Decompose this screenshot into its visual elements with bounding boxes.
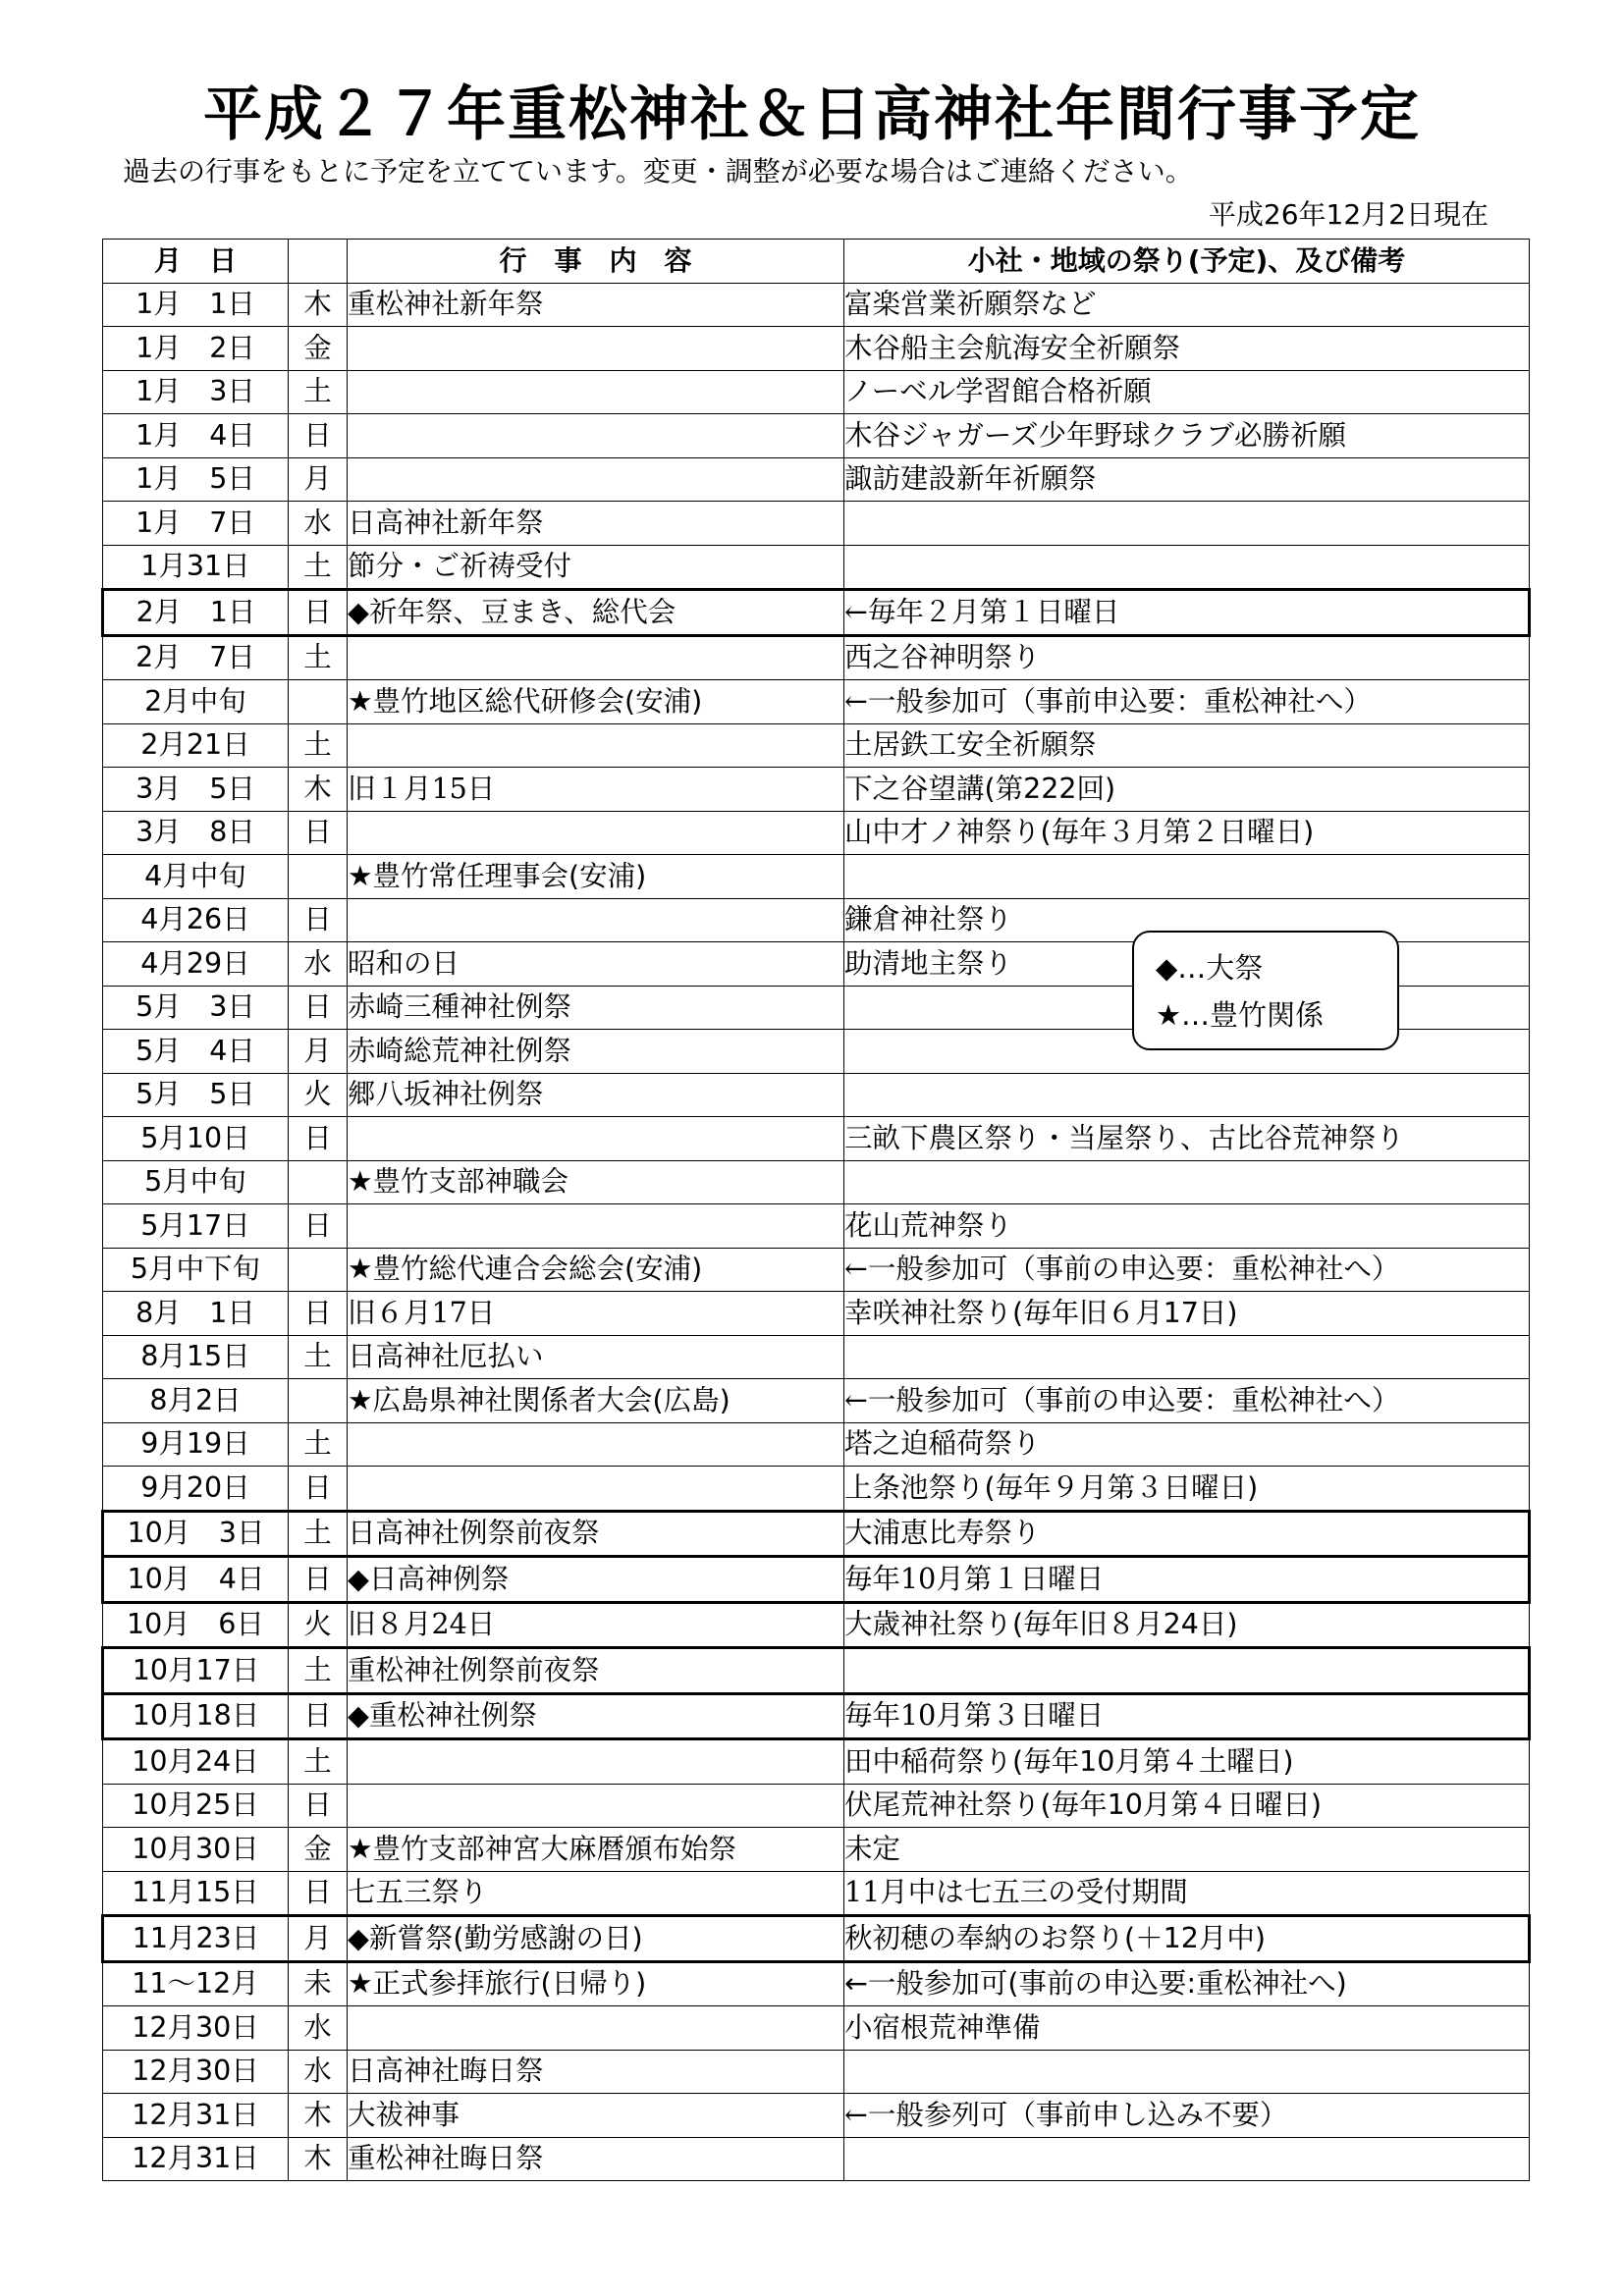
note-cell bbox=[844, 1160, 1530, 1204]
weekday-cell: 金 bbox=[289, 1828, 348, 1872]
weekday-cell: 火 bbox=[289, 1602, 348, 1648]
table-row bbox=[103, 723, 1530, 768]
table-row bbox=[103, 1784, 1530, 1828]
date-cell: 10月24日 bbox=[103, 1739, 289, 1785]
event-cell: 七五三祭り bbox=[348, 1871, 844, 1916]
note-cell bbox=[844, 1073, 1530, 1117]
note-cell: ←一般参加可（事前申込要：重松神社へ） bbox=[844, 680, 1530, 724]
date-cell: 11～12月 bbox=[103, 1961, 289, 2006]
weekday-cell: 水 bbox=[289, 942, 348, 987]
event-cell bbox=[348, 898, 844, 942]
table-row bbox=[103, 370, 1530, 414]
table-header-row bbox=[103, 240, 1530, 284]
event-cell: 昭和の日 bbox=[348, 942, 844, 987]
event-cell bbox=[348, 1117, 844, 1161]
event-cell bbox=[348, 1204, 844, 1249]
weekday-cell: 木 bbox=[289, 2094, 348, 2138]
date-cell: 9月19日 bbox=[103, 1422, 289, 1467]
note-cell: 幸咲神社祭り(毎年旧６月17日) bbox=[844, 1292, 1530, 1336]
weekday-cell: 土 bbox=[289, 1739, 348, 1785]
date-cell: 5月10日 bbox=[103, 1117, 289, 1161]
weekday-cell: 日 bbox=[289, 1871, 348, 1916]
date-cell: 1月31日 bbox=[103, 545, 289, 590]
event-cell: 旧６月17日 bbox=[348, 1292, 844, 1336]
date-cell: 12月31日 bbox=[103, 2094, 289, 2138]
event-cell bbox=[348, 1467, 844, 1512]
date-cell: 10月25日 bbox=[103, 1784, 289, 1828]
note-cell: 西之谷神明祭り bbox=[844, 635, 1530, 680]
event-cell bbox=[348, 327, 844, 371]
legend-major-festival: ◆…大祭 bbox=[1156, 951, 1264, 985]
note-cell: 木谷ジャガーズ少年野球クラブ必勝祈願 bbox=[844, 414, 1530, 458]
note-cell bbox=[844, 2137, 1530, 2181]
weekday-cell: 日 bbox=[289, 1117, 348, 1161]
date-cell: 2月中旬 bbox=[103, 680, 289, 724]
event-cell: ★豊竹支部神職会 bbox=[348, 1160, 844, 1204]
date-cell: 8月2日 bbox=[103, 1379, 289, 1423]
date-cell: 10月18日 bbox=[103, 1693, 289, 1739]
event-cell: ★豊竹総代連合会総会(安浦) bbox=[348, 1248, 844, 1292]
event-cell: 節分・ご祈祷受付 bbox=[348, 545, 844, 590]
weekday-cell: 日 bbox=[289, 1784, 348, 1828]
weekday-cell: 日 bbox=[289, 898, 348, 942]
date-cell: 11月23日 bbox=[103, 1916, 289, 1962]
event-cell: 重松神社晦日祭 bbox=[348, 2137, 844, 2181]
event-cell: ★広島県神社関係者大会(広島) bbox=[348, 1379, 844, 1423]
weekday-cell: 土 bbox=[289, 635, 348, 680]
note-cell: 下之谷望講(第222回) bbox=[844, 768, 1530, 812]
note-cell: 富楽営業祈願祭など bbox=[844, 283, 1530, 327]
event-cell bbox=[348, 2006, 844, 2051]
weekday-cell: 日 bbox=[289, 414, 348, 458]
note-cell: 秋初穂の奉納のお祭り(＋12月中) bbox=[844, 1916, 1530, 1962]
note-cell: ←一般参加可(事前の申込要:重松神社へ) bbox=[844, 1961, 1530, 2006]
date-cell: 5月中旬 bbox=[103, 1160, 289, 1204]
note-cell: 木谷船主会航海安全祈願祭 bbox=[844, 327, 1530, 371]
note-cell: 諏訪建設新年祈願祭 bbox=[844, 457, 1530, 502]
event-cell: 重松神社新年祭 bbox=[348, 283, 844, 327]
event-cell bbox=[348, 1422, 844, 1467]
event-cell bbox=[348, 1739, 844, 1785]
table-row bbox=[103, 283, 1530, 327]
date-cell: 4月中旬 bbox=[103, 855, 289, 899]
date-cell: 8月15日 bbox=[103, 1335, 289, 1379]
date-cell: 5月17日 bbox=[103, 1204, 289, 1249]
table-row bbox=[103, 2137, 1530, 2181]
event-cell: ◆重松神社例祭 bbox=[348, 1693, 844, 1739]
header-date: 月 日 bbox=[103, 240, 289, 284]
date-cell: 2月 1日 bbox=[103, 590, 289, 636]
date-cell: 1月 5日 bbox=[103, 457, 289, 502]
date-cell: 5月中下旬 bbox=[103, 1248, 289, 1292]
event-cell: 日高神社例祭前夜祭 bbox=[348, 1511, 844, 1557]
table-row bbox=[103, 327, 1530, 371]
table-row bbox=[103, 1648, 1530, 1694]
weekday-cell: 日 bbox=[289, 1693, 348, 1739]
table-row bbox=[103, 1557, 1530, 1603]
event-cell: 重松神社例祭前夜祭 bbox=[348, 1648, 844, 1694]
event-cell: 日高神社新年祭 bbox=[348, 502, 844, 546]
table-row bbox=[103, 2050, 1530, 2094]
note-cell: 塔之迫稲荷祭り bbox=[844, 1422, 1530, 1467]
note-cell: 田中稲荷祭り(毎年10月第４土曜日) bbox=[844, 1739, 1530, 1785]
event-cell: ◆新嘗祭(勤労感謝の日) bbox=[348, 1916, 844, 1962]
event-cell bbox=[348, 414, 844, 458]
note-cell bbox=[844, 1335, 1530, 1379]
weekday-cell: 火 bbox=[289, 1073, 348, 1117]
date-cell: 12月31日 bbox=[103, 2137, 289, 2181]
weekday-cell: 日 bbox=[289, 1557, 348, 1603]
date-cell: 12月30日 bbox=[103, 2050, 289, 2094]
date-cell: 1月 4日 bbox=[103, 414, 289, 458]
date-cell: 3月 5日 bbox=[103, 768, 289, 812]
weekday-cell: 土 bbox=[289, 370, 348, 414]
date-cell: 3月 8日 bbox=[103, 811, 289, 855]
date-cell: 5月 4日 bbox=[103, 1030, 289, 1074]
date-cell: 9月20日 bbox=[103, 1467, 289, 1512]
weekday-cell: 日 bbox=[289, 986, 348, 1030]
weekday-cell: 日 bbox=[289, 1204, 348, 1249]
event-cell: ◆祈年祭、豆まき、総代会 bbox=[348, 590, 844, 636]
table-row bbox=[103, 811, 1530, 855]
date-cell: 12月30日 bbox=[103, 2006, 289, 2051]
weekday-cell: 月 bbox=[289, 457, 348, 502]
weekday-cell: 未 bbox=[289, 1961, 348, 2006]
weekday-cell: 土 bbox=[289, 1648, 348, 1694]
event-cell bbox=[348, 1784, 844, 1828]
as-of-date: 平成26年12月2日現在 bbox=[1208, 198, 1489, 231]
date-cell: 2月 7日 bbox=[103, 635, 289, 680]
event-cell: ★豊竹地区総代研修会(安浦) bbox=[348, 680, 844, 724]
note-cell bbox=[844, 1648, 1530, 1694]
table-row bbox=[103, 1602, 1530, 1648]
weekday-cell: 日 bbox=[289, 590, 348, 636]
table-row bbox=[103, 1739, 1530, 1785]
note-cell: ←毎年２月第１日曜日 bbox=[844, 590, 1530, 636]
table-row bbox=[103, 1335, 1530, 1379]
weekday-cell bbox=[289, 1248, 348, 1292]
event-cell bbox=[348, 811, 844, 855]
table-row bbox=[103, 545, 1530, 590]
note-cell: 11月中は七五三の受付期間 bbox=[844, 1871, 1530, 1916]
weekday-cell: 月 bbox=[289, 1030, 348, 1074]
page-title: 平成２７年重松神社＆日高神社年間行事予定 bbox=[203, 80, 1421, 149]
table-row bbox=[103, 1204, 1530, 1249]
table-row bbox=[103, 635, 1530, 680]
table-row bbox=[103, 1467, 1530, 1512]
table-row bbox=[103, 1292, 1530, 1336]
table-row bbox=[103, 1693, 1530, 1739]
legend-box bbox=[1132, 931, 1399, 1050]
schedule-table bbox=[101, 239, 1531, 2181]
note-cell: 鎌倉神社祭り bbox=[844, 898, 1530, 942]
event-cell: 日高神社厄払い bbox=[348, 1335, 844, 1379]
weekday-cell: 土 bbox=[289, 723, 348, 768]
date-cell: 2月21日 bbox=[103, 723, 289, 768]
note-cell bbox=[844, 2050, 1530, 2094]
event-cell: 赤崎三種神社例祭 bbox=[348, 986, 844, 1030]
table-row bbox=[103, 768, 1530, 812]
weekday-cell: 日 bbox=[289, 1467, 348, 1512]
date-cell: 5月 3日 bbox=[103, 986, 289, 1030]
date-cell: 8月 1日 bbox=[103, 1292, 289, 1336]
note-cell: 上条池祭り(毎年９月第３日曜日) bbox=[844, 1467, 1530, 1512]
event-cell bbox=[348, 370, 844, 414]
event-cell: ★正式参拝旅行(日帰り) bbox=[348, 1961, 844, 2006]
header-note: 小社・地域の祭り(予定)、及び備考 bbox=[844, 240, 1530, 284]
event-cell: ★豊竹常任理事会(安浦) bbox=[348, 855, 844, 899]
date-cell: 10月30日 bbox=[103, 1828, 289, 1872]
weekday-cell bbox=[289, 680, 348, 724]
table-row bbox=[103, 502, 1530, 546]
table-row bbox=[103, 590, 1530, 636]
date-cell: 1月 2日 bbox=[103, 327, 289, 371]
table-row bbox=[103, 414, 1530, 458]
date-cell: 10月 3日 bbox=[103, 1511, 289, 1557]
weekday-cell: 月 bbox=[289, 1916, 348, 1962]
weekday-cell bbox=[289, 1379, 348, 1423]
weekday-cell: 木 bbox=[289, 283, 348, 327]
weekday-cell: 金 bbox=[289, 327, 348, 371]
weekday-cell: 土 bbox=[289, 1511, 348, 1557]
event-cell bbox=[348, 457, 844, 502]
note-cell: 毎年10月第１日曜日 bbox=[844, 1557, 1530, 1603]
weekday-cell: 土 bbox=[289, 1422, 348, 1467]
event-cell: ◆日高神例祭 bbox=[348, 1557, 844, 1603]
event-cell: 旧１月15日 bbox=[348, 768, 844, 812]
date-cell: 10月17日 bbox=[103, 1648, 289, 1694]
table-row bbox=[103, 680, 1530, 724]
event-cell bbox=[348, 723, 844, 768]
note-cell: 小宿根荒神準備 bbox=[844, 2006, 1530, 2051]
table-row bbox=[103, 2094, 1530, 2138]
weekday-cell: 日 bbox=[289, 1292, 348, 1336]
weekday-cell: 水 bbox=[289, 502, 348, 546]
table-row bbox=[103, 1511, 1530, 1557]
table-row bbox=[103, 1073, 1530, 1117]
note-cell: 花山荒神祭り bbox=[844, 1204, 1530, 1249]
date-cell: 10月 4日 bbox=[103, 1557, 289, 1603]
weekday-cell: 土 bbox=[289, 545, 348, 590]
event-cell: 大祓神事 bbox=[348, 2094, 844, 2138]
date-cell: 5月 5日 bbox=[103, 1073, 289, 1117]
event-cell: 旧８月24日 bbox=[348, 1602, 844, 1648]
date-cell: 1月 1日 bbox=[103, 283, 289, 327]
event-cell: ★豊竹支部神宮大麻暦頒布始祭 bbox=[348, 1828, 844, 1872]
weekday-cell: 水 bbox=[289, 2050, 348, 2094]
note-cell bbox=[844, 502, 1530, 546]
note-cell: 未定 bbox=[844, 1828, 1530, 1872]
table-row bbox=[103, 2006, 1530, 2051]
date-cell: 10月 6日 bbox=[103, 1602, 289, 1648]
note-cell: 土居鉄工安全祈願祭 bbox=[844, 723, 1530, 768]
header-event: 行 事 内 容 bbox=[348, 240, 844, 284]
table-row bbox=[103, 1379, 1530, 1423]
table-row bbox=[103, 457, 1530, 502]
event-cell: 郷八坂神社例祭 bbox=[348, 1073, 844, 1117]
note-cell: ←一般参加可（事前の申込要：重松神社へ） bbox=[844, 1379, 1530, 1423]
note-cell: ←一般参列可（事前申し込み不要） bbox=[844, 2094, 1530, 2138]
table-row bbox=[103, 1916, 1530, 1962]
note-cell: 三畝下農区祭り・当屋祭り、古比谷荒神祭り bbox=[844, 1117, 1530, 1161]
note-cell bbox=[844, 855, 1530, 899]
table-row bbox=[103, 1160, 1530, 1204]
date-cell: 11月15日 bbox=[103, 1871, 289, 1916]
date-cell: 1月 3日 bbox=[103, 370, 289, 414]
table-row bbox=[103, 855, 1530, 899]
table-row bbox=[103, 1422, 1530, 1467]
table-row bbox=[103, 1961, 1530, 2006]
weekday-cell: 木 bbox=[289, 768, 348, 812]
table-row bbox=[103, 1248, 1530, 1292]
note-cell: 大浦恵比寿祭り bbox=[844, 1511, 1530, 1557]
note-cell: 山中才ノ神祭り(毎年３月第２日曜日) bbox=[844, 811, 1530, 855]
event-cell bbox=[348, 635, 844, 680]
note-cell: 伏尾荒神社祭り(毎年10月第４日曜日) bbox=[844, 1784, 1530, 1828]
event-cell: 日高神社晦日祭 bbox=[348, 2050, 844, 2094]
note-cell: 毎年10月第３日曜日 bbox=[844, 1693, 1530, 1739]
weekday-cell: 木 bbox=[289, 2137, 348, 2181]
note-cell: ←一般参加可（事前の申込要：重松神社へ） bbox=[844, 1248, 1530, 1292]
table-row bbox=[103, 1871, 1530, 1916]
table-row bbox=[103, 1117, 1530, 1161]
date-cell: 4月29日 bbox=[103, 942, 289, 987]
weekday-cell: 土 bbox=[289, 1335, 348, 1379]
subtitle: 過去の行事をもとに予定を立てています。変更・調整が必要な場合はご連絡ください。 bbox=[123, 155, 1193, 187]
table-row bbox=[103, 1828, 1530, 1872]
weekday-cell: 水 bbox=[289, 2006, 348, 2051]
note-cell bbox=[844, 545, 1530, 590]
note-cell: 大歳神社祭り(毎年旧８月24日) bbox=[844, 1602, 1530, 1648]
event-cell: 赤崎総荒神社例祭 bbox=[348, 1030, 844, 1074]
header-dow bbox=[289, 240, 348, 284]
weekday-cell: 日 bbox=[289, 811, 348, 855]
note-cell: ノーベル学習館合格祈願 bbox=[844, 370, 1530, 414]
date-cell: 4月26日 bbox=[103, 898, 289, 942]
weekday-cell bbox=[289, 855, 348, 899]
weekday-cell bbox=[289, 1160, 348, 1204]
date-cell: 1月 7日 bbox=[103, 502, 289, 546]
note-cell: 助清地主祭り bbox=[844, 942, 1530, 987]
legend-toyotake: ★…豊竹関係 bbox=[1156, 998, 1324, 1032]
